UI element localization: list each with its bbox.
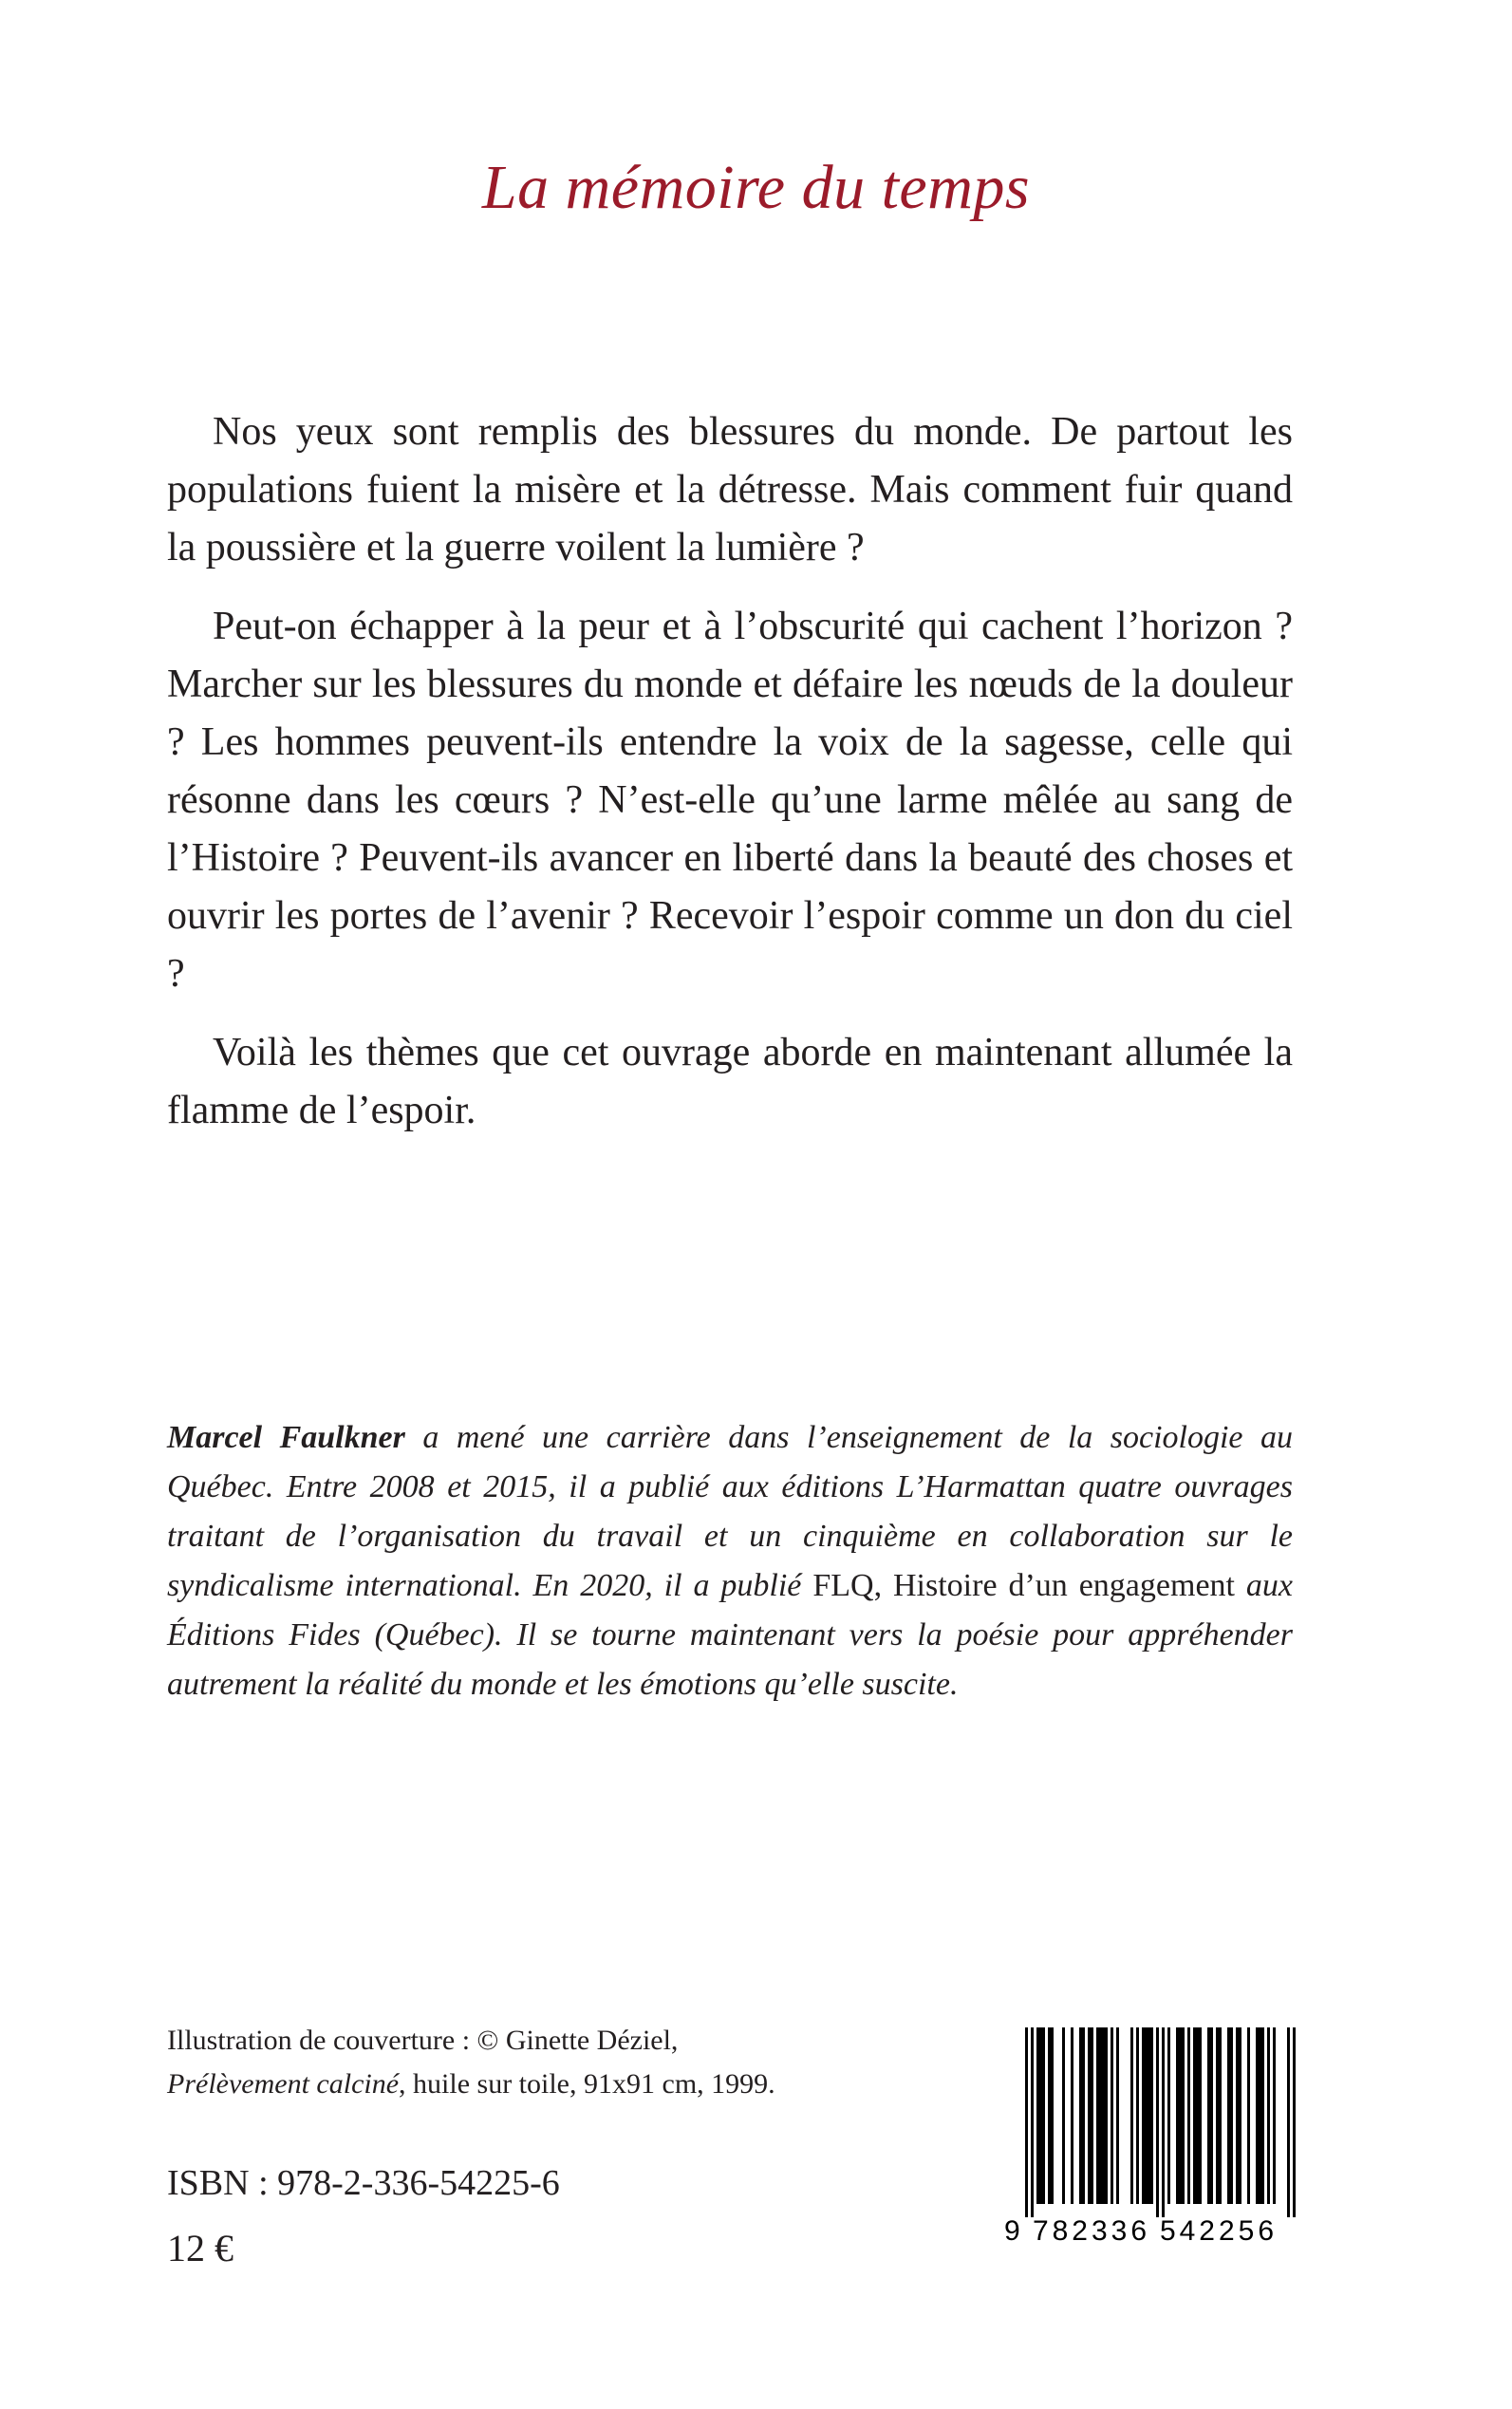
price: 12 €	[167, 2227, 233, 2269]
barcode-graphic	[1000, 2022, 1314, 2246]
artwork-title: Prélèvement calciné	[167, 2068, 400, 2100]
barcode-bar	[1048, 2027, 1051, 2204]
barcode-bar	[1062, 2027, 1065, 2204]
barcode-bar	[1230, 2027, 1233, 2204]
barcode-bar	[1259, 2027, 1261, 2204]
barcode-bar	[1156, 2027, 1159, 2217]
barcode-bar	[1196, 2027, 1199, 2204]
barcode	[1000, 2022, 1314, 2246]
barcode-bar	[1105, 2027, 1108, 2204]
barcode-bar	[1216, 2027, 1219, 2204]
barcode-bar	[1256, 2027, 1259, 2204]
barcode-bar	[1130, 2027, 1133, 2204]
barcode-bar	[1287, 2027, 1290, 2217]
barcode-bar	[1187, 2027, 1190, 2204]
blurb-paragraph: Peut-on échapper à la peur et à l’obscurité qui cachent l’horizon ? Marcher sur les blessures du monde et défaire les nœuds de la douleur ? Les hommes peuvent-ils entendre la voix de la sagesse, celle qui résonne dans les cœurs ? N’est-elle qu’une larme mêlée au sang de l’Histoire ? Peuvent-ils avancer en liberté dans la beauté des choses et ouvrir les portes de l’avenir ? Recevoir l’espoir comme un don du ciel ?	[167, 605, 1293, 996]
barcode-bar	[1039, 2027, 1042, 2204]
barcode-bar	[1273, 2027, 1276, 2204]
barcode-bar	[1088, 2027, 1091, 2204]
book-title: La mémoire du temps	[481, 153, 1031, 222]
blurb-paragraph: Nos yeux sont remplis des blessures du monde. De partout les populations fuient la misère et la détresse. Mais comment fuir quand la poussière et la guerre voilent la lumière ?	[167, 410, 1293, 570]
barcode-bar	[1227, 2027, 1230, 2204]
barcode-bar	[1219, 2027, 1222, 2204]
isbn: ISBN : 978-2-336-54225-6	[167, 2163, 560, 2203]
author-name: Marcel Faulkner	[167, 1420, 405, 1455]
barcode-bar	[1116, 2027, 1119, 2204]
barcode-bar	[1199, 2027, 1202, 2204]
barcode-bar	[1182, 2027, 1185, 2204]
barcode-digit-first: 9	[1004, 2215, 1020, 2246]
barcode-bar	[1145, 2027, 1148, 2204]
barcode-bar	[1042, 2027, 1045, 2204]
author-biography	[167, 1413, 1293, 1709]
barcode-bar	[1031, 2027, 1034, 2217]
barcode-bar	[1167, 2027, 1170, 2204]
barcode-bar	[1102, 2027, 1105, 2204]
barcode-bar	[1293, 2027, 1296, 2217]
barcode-bar	[1239, 2027, 1241, 2204]
barcode-bar	[1082, 2027, 1085, 2204]
barcode-bar	[1071, 2027, 1073, 2204]
barcode-bar	[1193, 2027, 1196, 2204]
barcode-bar	[1207, 2027, 1210, 2204]
barcode-bar	[1176, 2027, 1179, 2204]
barcode-bar	[1091, 2027, 1093, 2204]
barcode-bar	[1179, 2027, 1182, 2204]
barcode-bar	[1261, 2027, 1264, 2204]
barcode-bar	[1236, 2027, 1239, 2204]
barcode-bar	[1267, 2027, 1270, 2204]
barcode-bar	[1111, 2027, 1113, 2204]
barcode-bar	[1148, 2027, 1150, 2204]
barcode-bar	[1096, 2027, 1099, 2204]
barcode-bar	[1099, 2027, 1102, 2204]
barcode-bar	[1247, 2027, 1250, 2204]
barcode-bar	[1162, 2027, 1165, 2217]
blurb-paragraph: Voilà les thèmes que cet ouvrage aborde en maintenant allumée la flamme de l’espoir.	[167, 1031, 1293, 1132]
bio-book-title: FLQ, Histoire d’un engagement	[812, 1568, 1235, 1603]
bio-text: aux Éditions Fides (Québec). Il se tourne maintenant vers la poésie pour appréhender autrement la réalité du monde et les émotions qu’elle suscite.	[167, 1568, 1294, 1702]
bio-text: a mené une carrière dans l’enseignement de la sociologie au Québec. Entre 2008 et 2015, il a publié aux éditions L’Harmattan quatre ouvrages traitant de l’organisation du travail et un cinquième en collaboration sur le syndicalisme international. En 2020, il a publié	[167, 1420, 1293, 1603]
artwork-details: , huile sur toile, 91x91 cm, 1999.	[399, 2068, 775, 2100]
illustration-credits	[167, 2019, 775, 2106]
barcode-bar	[1051, 2027, 1054, 2204]
back-cover-blurb	[167, 403, 1293, 1161]
barcode-bar	[1142, 2027, 1145, 2204]
barcode-digits-left: 782336	[1032, 2215, 1151, 2246]
barcode-bar	[1210, 2027, 1213, 2204]
barcode-bar	[1025, 2027, 1028, 2217]
barcode-bar	[1036, 2027, 1039, 2204]
credits-line: Illustration de couverture : © Ginette Déziel,	[167, 2025, 679, 2056]
barcode-bar	[1136, 2027, 1139, 2204]
barcode-bar	[1079, 2027, 1082, 2204]
barcode-digits-right: 542256	[1159, 2215, 1279, 2246]
credits-line	[167, 2063, 775, 2106]
barcode-bar	[1150, 2027, 1153, 2204]
